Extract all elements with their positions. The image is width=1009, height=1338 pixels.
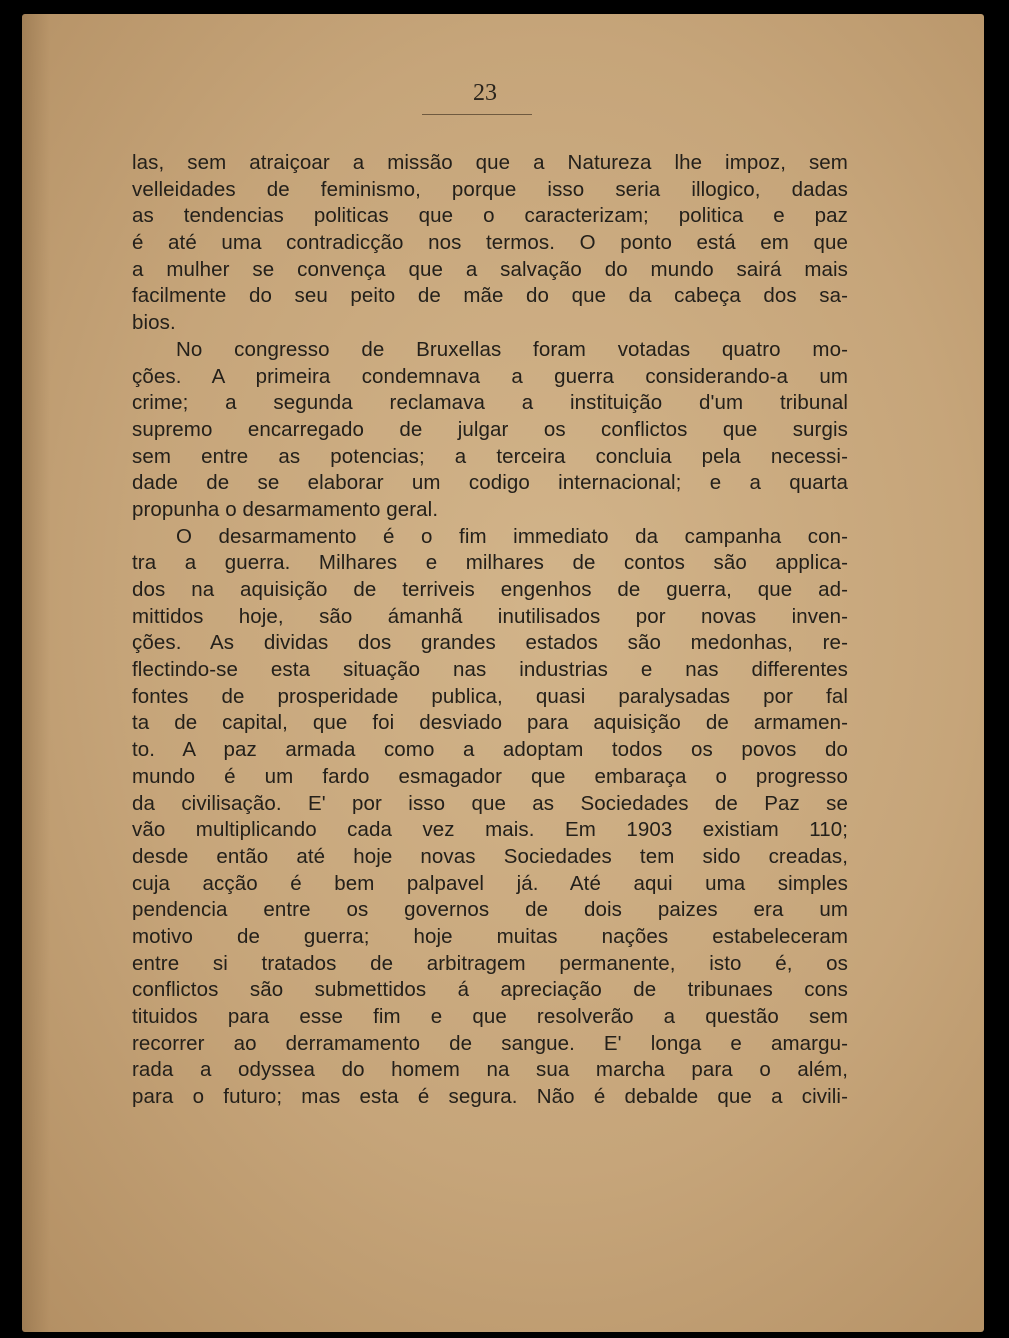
text-line: as tendencias politicas que o caracterizam; politica e paz bbox=[132, 204, 848, 228]
text-line: recorrer ao derramamento de sangue. E' longa e amargu- bbox=[132, 1031, 848, 1055]
text-line: da civilisação. E' por isso que as Sociedades de Paz se bbox=[132, 791, 848, 815]
text-line: to. A paz armada como a adoptam todos os povos do bbox=[132, 738, 848, 762]
text-line: desde então até hoje novas Sociedades tem sido creadas, bbox=[132, 844, 848, 868]
text-line: dade de se elaborar um codigo internacional; e a quarta bbox=[132, 471, 848, 495]
text-line: mundo é um fardo esmagador que embaraça o progresso bbox=[132, 764, 848, 788]
text-line: supremo encarregado de julgar os conflictos que surgis bbox=[132, 417, 848, 441]
body-text bbox=[132, 150, 848, 1111]
text-line: tra a guerra. Milhares e milhares de contos são applica- bbox=[132, 551, 848, 575]
page-number: 23 bbox=[473, 80, 497, 106]
text-line: ta de capital, que foi desviado para aquisição de armamen- bbox=[132, 711, 848, 735]
text-line: O desarmamento é o fim immediato da campanha con- bbox=[176, 524, 848, 548]
text-line: tituidos para esse fim e que resolverão a questão sem bbox=[132, 1005, 848, 1028]
text-line: No congresso de Bruxellas foram votadas quatro mo- bbox=[176, 337, 848, 361]
text-line: facilmente do seu peito de mãe do que da cabeça dos sa- bbox=[132, 284, 848, 308]
text-line: motivo de guerra; hoje muitas nações estabeleceram bbox=[132, 924, 848, 948]
text-line: velleidades de feminismo, porque isso seria illogico, dadas bbox=[132, 177, 848, 201]
text-line: mittidos hoje, são ámanhã inutilisados por novas inven- bbox=[132, 604, 848, 628]
text-line: pendencia entre os governos de dois paizes era um bbox=[132, 898, 848, 922]
text-line: crime; a segunda reclamava a instituição d'um tribunal bbox=[132, 391, 848, 415]
text-line: conflictos são submettidos á apreciação de tribunaes cons bbox=[132, 978, 848, 1002]
header-rule bbox=[422, 114, 532, 115]
text-line: las, sem atraiçoar a missão que a Natureza lhe impoz, sem bbox=[132, 151, 848, 174]
text-line: vão multiplicando cada vez mais. Em 1903 existiam 110; bbox=[132, 818, 848, 842]
text-line: sem entre as potencias; a terceira concluia pela necessi- bbox=[132, 444, 848, 468]
text-line: entre si tratados de arbitragem permanente, isto é, os bbox=[132, 951, 848, 975]
text-line: cuja acção é bem palpavel já. Até aqui uma simples bbox=[132, 871, 848, 895]
text-line: flectindo-se esta situação nas industrias e nas differentes bbox=[132, 658, 848, 682]
text-line: rada a odyssea do homem na sua marcha para o além, bbox=[132, 1058, 848, 1082]
text-line: dos na aquisição de terriveis engenhos de guerra, que ad- bbox=[132, 578, 848, 601]
text-line: ções. As dividas dos grandes estados são medonhas, re- bbox=[132, 631, 848, 655]
text-line: para o futuro; mas esta é segura. Não é debalde que a civili- bbox=[132, 1085, 848, 1109]
text-line: fontes de prosperidade publica, quasi paralysadas por fal bbox=[132, 684, 848, 708]
text-line: propunha o desarmamento geral. bbox=[132, 497, 439, 521]
text-line: a mulher se convença que a salvação do mundo sairá mais bbox=[132, 257, 848, 281]
book-page bbox=[22, 14, 984, 1332]
text-line: bios. bbox=[132, 311, 176, 335]
text-line: ções. A primeira condemnava a guerra considerando-a um bbox=[132, 364, 848, 388]
text-line: é até uma contradicção nos termos. O ponto está em que bbox=[132, 231, 848, 255]
